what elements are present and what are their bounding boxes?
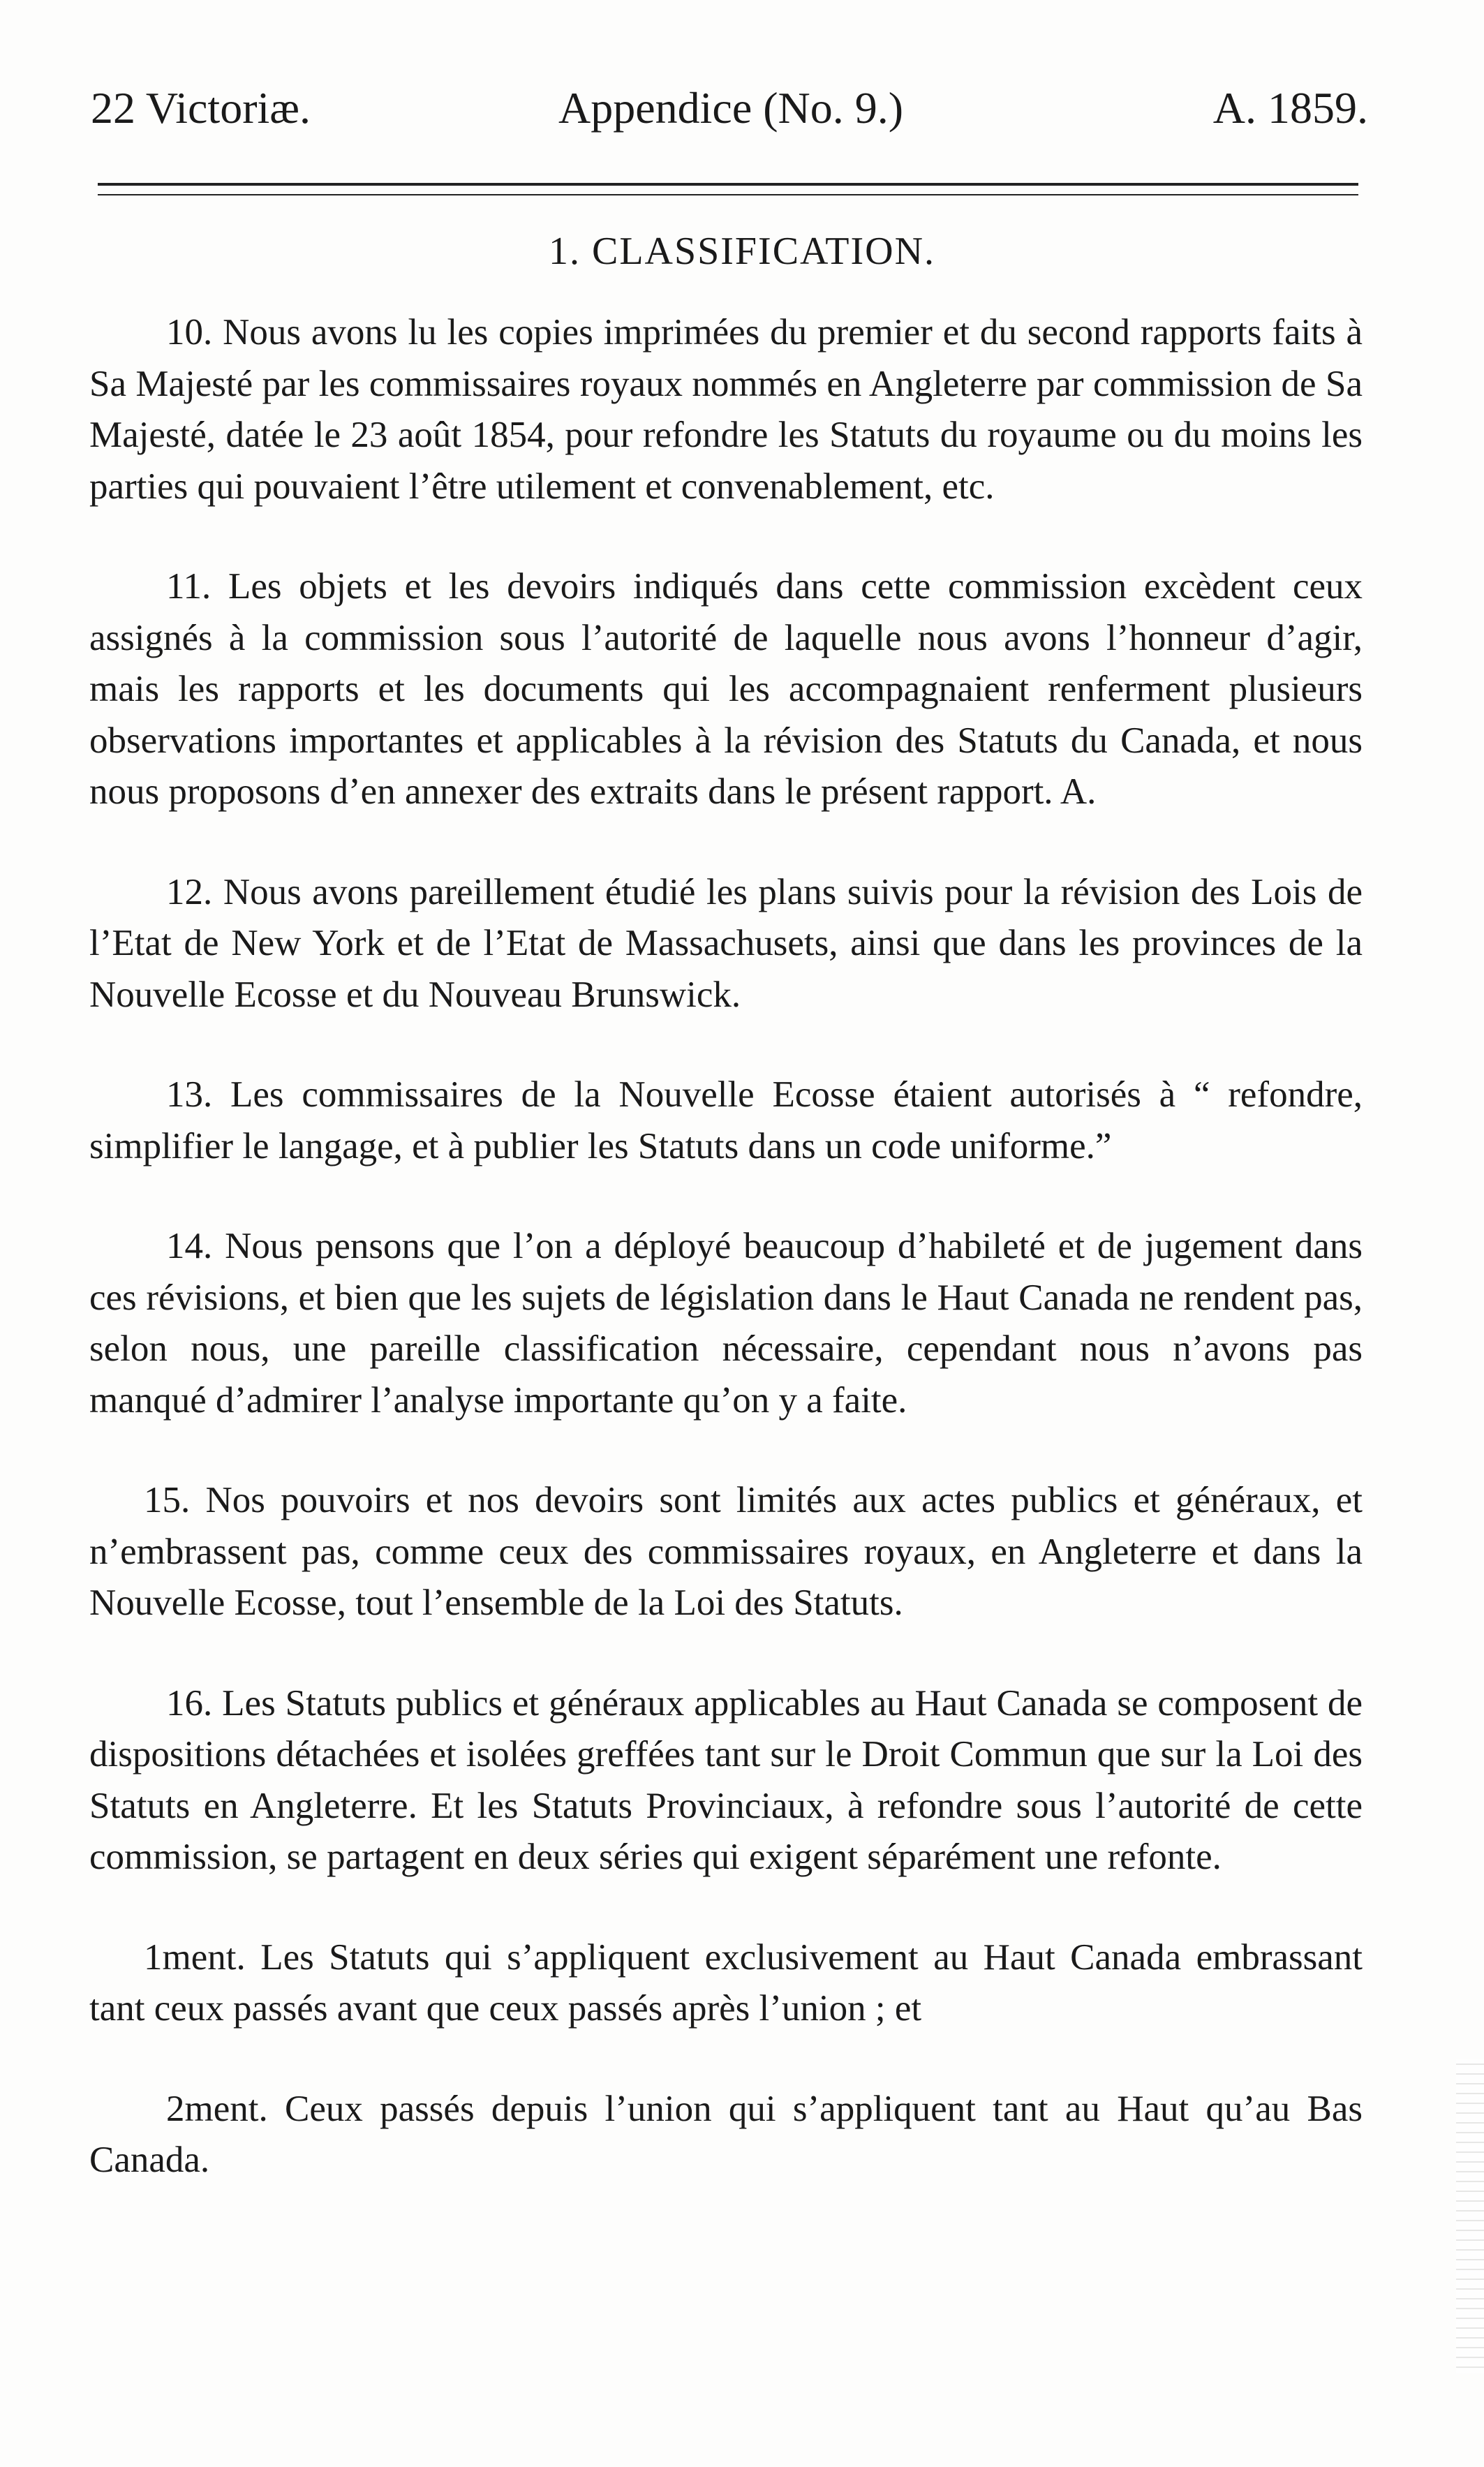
paragraph-second-series: 2ment. Ceux passés depuis l’union qui s’appliquent tant au Haut qu’au Bas Canada. (89, 2088, 1363, 2180)
header-session: 22 Victoriæ. (91, 83, 311, 133)
scan-edge-noise (1456, 2059, 1484, 2373)
paragraph-15: 15. Nos pouvoirs et nos devoirs sont limités aux actes publics et généraux, et n’embrassent pas, comme ceux des commissaires royaux, en Angleterre et dans la Nouvelle Ecosse, tout l’ensemble de la Loi des Statuts. (89, 1480, 1363, 1623)
header-year: A. 1859. (1212, 83, 1368, 133)
section-title: 1. CLASSIFICATION. (548, 230, 936, 273)
paragraph-first-series: 1ment. Les Statuts qui s’appliquent exclusivement au Haut Canada embrassant tant ceux passés avant que ceux passés après l’union ; et (89, 1936, 1363, 2029)
header-rule-thin (98, 194, 1358, 195)
running-header (91, 82, 1368, 145)
body-text (89, 307, 1363, 2186)
paragraph-10: 10. Nous avons lu les copies imprimées du premier et du second rapports faits à Sa Majesté par les commissaires royaux nommés en Angleterre par commission de Sa Majesté, datée le 23 août 1854, pour refondre les Statuts du royaume ou du moins les parties qui pouvaient l’être utilement et convenablement, etc. (89, 312, 1363, 507)
header-appendix: Appendice (No. 9.) (558, 83, 904, 133)
paragraph-12: 12. Nous avons pareillement étudié les plans suivis pour la révision des Lois de l’Etat de New York et de l’Etat de Massachusets, ainsi que dans les provinces de la Nouvelle Ecosse et du Nouveau Brunswick. (89, 871, 1363, 1015)
paragraph-16: 16. Les Statuts publics et généraux applicables au Haut Canada se composent de dispositions détachées et isolées greffées tant sur le Droit Commun que sur la Loi des Statuts en Angleterre. Et les Statuts Provinciaux, à refondre sous l’autorité de cette commission, se partagent en deux séries qui exigent séparément une refonte. (89, 1682, 1363, 1877)
paragraph-14: 14. Nous pensons que l’on a déployé beaucoup d’habileté et de jugement dans ces révisions, et bien que les sujets de législation dans le Haut Canada ne rendent pas, selon nous, une pareille classification nécessaire, cependant nous n’avons pas manqué d’admirer l’analyse importante qu’on y a faite. (89, 1226, 1363, 1421)
paragraph-11: 11. Les objets et les devoirs indiqués dans cette commission excèdent ceux assignés à la commission sous l’autorité de laquelle nous avons l’honneur d’agir, mais les rapports et les documents qui les accompagnaient renferment plusieurs observations importantes et applicables à la révision des Statuts du Canada, et nous nous proposons d’en annexer des extraits dans le présent rapport. A. (89, 566, 1363, 812)
header-rule-thick (98, 183, 1358, 186)
paragraph-13: 13. Les commissaires de la Nouvelle Ecosse étaient autorisés à “ refondre, simplifier le langage, et à publier les Statuts dans un code uniforme.” (89, 1074, 1363, 1166)
